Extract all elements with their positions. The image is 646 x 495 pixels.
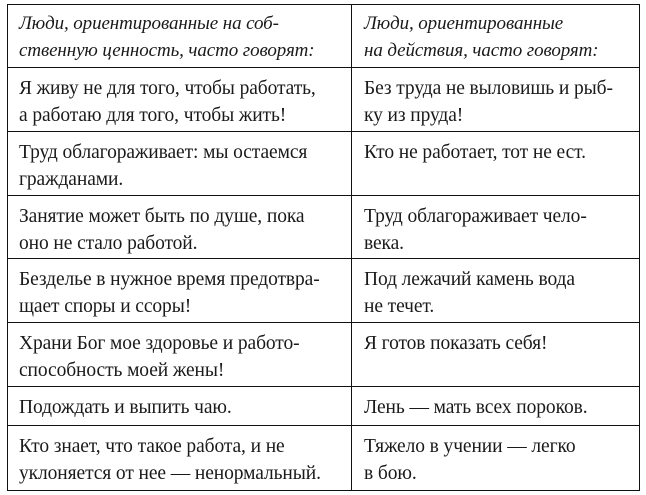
- table-cell-right: [352, 387, 639, 425]
- table-cell-right: [352, 259, 639, 322]
- header-self-value-oriented: [8, 5, 352, 67]
- cell-text-line: Труд облагораживает чело-: [364, 206, 587, 227]
- cell-text-line: не течет.: [364, 296, 435, 317]
- table-cell-right: [352, 426, 639, 490]
- cell-text-line: Тяжело в учении — легко: [364, 436, 576, 457]
- cell-text-line: гражданами.: [19, 169, 124, 190]
- header-text-line: Люди, ориентированные: [364, 13, 564, 34]
- cell-text-line: ку из пруда!: [364, 105, 464, 126]
- cell-text-line: Труд облагораживает: мы остаемся: [19, 142, 308, 163]
- table-cell-right: [352, 68, 639, 131]
- table-row: [8, 259, 639, 323]
- table-cell-right: [352, 323, 639, 386]
- table-cell-left: [8, 196, 352, 258]
- header-text-line: Люди, ориентированные на соб-: [19, 13, 279, 34]
- table-cell-left: [8, 426, 352, 490]
- table-row: [8, 68, 639, 132]
- comparison-table: [7, 4, 640, 491]
- cell-text-line: Безделье в нужное время предотвра-: [19, 269, 320, 290]
- cell-text-line: Под лежачий камень вода: [364, 269, 575, 290]
- table-cell-left: [8, 259, 352, 322]
- table-header-row: [8, 5, 639, 68]
- header-action-oriented: [352, 5, 639, 67]
- cell-text-line: Кто не работает, тот не ест.: [364, 142, 586, 163]
- cell-text-line: способность моей жены!: [19, 360, 225, 381]
- table-cell-left: [8, 68, 352, 131]
- cell-text-line: оно не стало работой.: [19, 233, 198, 254]
- cell-text-line: в бою.: [364, 463, 417, 484]
- cell-text-line: Я живу не для того, чтобы работать,: [19, 78, 316, 99]
- cell-text-line: Я готов показать себя!: [364, 333, 548, 354]
- cell-text-line: Храни Бог мое здоровье и работо-: [19, 333, 300, 354]
- header-text-line: ственную ценность, часто говорят:: [19, 40, 315, 61]
- cell-text-line: Подождать и выпить чаю.: [19, 397, 232, 418]
- cell-text-line: щает споры и ссоры!: [19, 296, 192, 317]
- cell-text-line: Лень — мать всех пороков.: [364, 397, 588, 418]
- cell-text-line: уклоняется от нее — ненормальный.: [19, 463, 321, 484]
- table-row: [8, 323, 639, 387]
- table-cell-left: [8, 387, 352, 425]
- cell-text-line: Кто знает, что такое работа, и не: [19, 436, 285, 457]
- table-row: [8, 387, 639, 426]
- cell-text-line: Занятие может быть по душе, пока: [19, 206, 305, 227]
- table-cell-right: [352, 196, 639, 258]
- table-row: [8, 196, 639, 259]
- table-cell-left: [8, 323, 352, 386]
- cell-text-line: а работаю для того, чтобы жить!: [19, 105, 287, 126]
- cell-text-line: века.: [364, 233, 404, 254]
- header-text-line: на действия, часто говорят:: [364, 40, 599, 61]
- table-cell-right: [352, 132, 639, 195]
- table-cell-left: [8, 132, 352, 195]
- table-row: [8, 426, 639, 490]
- cell-text-line: Без труда не выловишь и рыб-: [364, 78, 613, 99]
- table-row: [8, 132, 639, 196]
